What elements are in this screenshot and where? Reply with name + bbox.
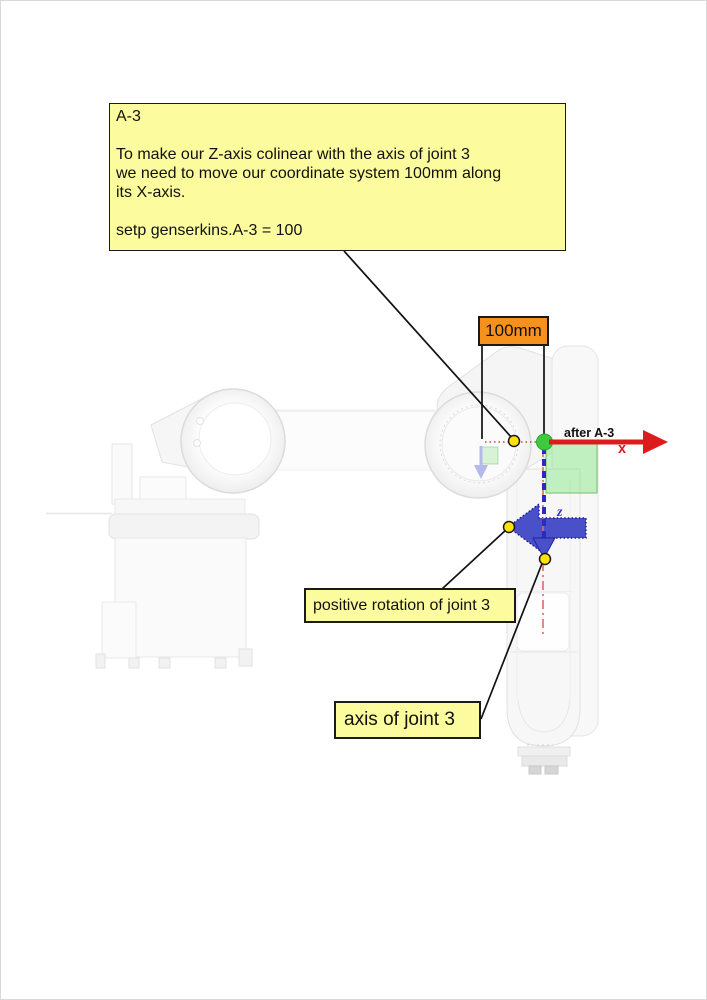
note-body-line: To make our Z-axis colinear with the axis of joint 3 [116, 146, 470, 163]
x-axis-label: x [618, 441, 627, 457]
note-body-line: we need to move our coordinate system 100mm along [116, 165, 502, 182]
gripper-tooth [545, 766, 558, 774]
marker-dot-offset [509, 436, 520, 447]
joint-axis-text: axis of joint 3 [344, 709, 455, 730]
gripper-block [522, 756, 567, 766]
rotation-leader-line [442, 529, 507, 589]
base-foot [159, 658, 170, 668]
measurement-label [478, 316, 549, 346]
marker-dot-rotation [504, 522, 515, 533]
shoulder-screw [194, 440, 201, 447]
z-axis-label: z [557, 505, 563, 520]
base-foot [215, 658, 226, 668]
annotation-note [109, 103, 566, 251]
joint-axis-callout [334, 701, 481, 739]
x-axis-arrowhead [643, 430, 668, 454]
base-foot [96, 654, 105, 668]
after-frame-square [546, 444, 597, 493]
base-neck [115, 499, 245, 515]
upper-arm [275, 410, 435, 470]
note-command: setp genserkins.A-3 = 100 [116, 222, 303, 239]
gripper-tooth [529, 766, 541, 774]
robot-arm [46, 346, 598, 774]
after-a3-label: after A-3 [564, 426, 615, 440]
base-collar [109, 514, 259, 539]
positive-rotation-callout [304, 588, 516, 623]
shoulder-screw [197, 418, 204, 425]
note-body-line: its X-axis. [116, 184, 186, 201]
base-foot [239, 649, 252, 666]
shoulder-joint-hub [199, 403, 271, 475]
measurement-value: 100mm [485, 321, 542, 340]
note-body [116, 145, 561, 202]
positive-rotation-text: positive rotation of joint 3 [313, 596, 490, 614]
gripper-flange [518, 747, 570, 756]
marker-dot-axis [540, 554, 551, 565]
note-title: A-3 [116, 108, 141, 125]
previous-origin-square [481, 447, 498, 464]
base-side-box [102, 602, 136, 658]
base-post [112, 444, 132, 504]
base-foot [129, 658, 139, 668]
